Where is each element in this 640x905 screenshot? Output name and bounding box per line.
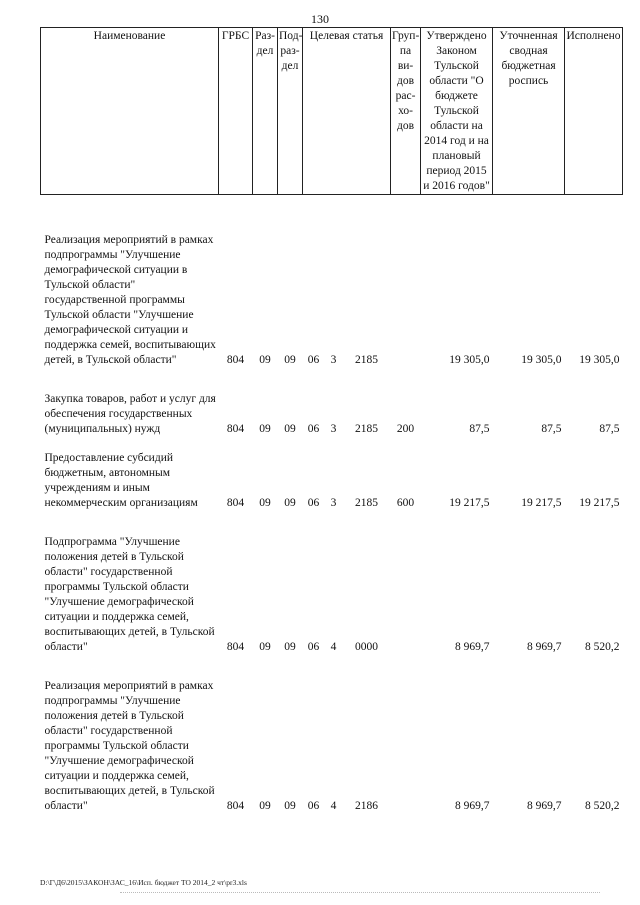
file-path: D:\Г\Д6\2015\ЗАКОН\ЗАС_16\Исп. бюджет ТО 2014_2 чт\pr3.xls [40, 878, 247, 887]
row-razdel: 09 [259, 800, 271, 812]
header-executed: Исполнено [565, 28, 623, 195]
row-grbs: 804 [226, 800, 245, 812]
row-refined: 19 305,0 [521, 354, 562, 366]
row-target-1: 06 [307, 423, 320, 435]
row-name: Подпрограмма "Улучшение положения детей в Тульской области" государственной программы Тульской области "Улучшение демографической ситуации и поддержка семей, воспитывающих детей, в Тульской области" [44, 536, 215, 653]
row-razdel: 09 [259, 641, 271, 653]
row-target-1: 06 [307, 800, 320, 812]
row-name: Реализация мероприятий в рамках подпрограммы "Улучшение положения детей в Тульской области" государственной программы Тульской области "Улучшение демографической ситуации и поддержка семей, воспитывающих детей, в Тульской области" [44, 680, 215, 812]
row-vid [391, 535, 421, 655]
row-target-2: 4 [330, 800, 337, 812]
header-grbs: ГРБС [219, 28, 253, 195]
row-vid [391, 679, 421, 814]
row-refined: 8 969,7 [527, 800, 562, 812]
row-target-3: 2185 [355, 423, 379, 435]
row-target-2: 3 [330, 423, 337, 435]
row-executed: 8 520,2 [585, 800, 620, 812]
header-podrazdel: Под-раз-дел [278, 28, 303, 195]
row-razdel: 09 [259, 497, 271, 509]
budget-table [40, 27, 623, 814]
row-executed: 8 520,2 [585, 641, 620, 653]
row-razdel: 09 [259, 423, 271, 435]
row-refined: 19 217,5 [521, 497, 562, 509]
row-target-3: 2185 [355, 497, 379, 509]
table-row [41, 233, 623, 368]
row-vid [391, 233, 421, 368]
row-approved: 8 969,7 [455, 800, 490, 812]
row-grbs: 804 [226, 354, 245, 366]
row-executed: 19 305,0 [579, 354, 620, 366]
row-target-1: 06 [307, 497, 320, 509]
row-grbs: 804 [226, 641, 245, 653]
row-podrazdel: 09 [284, 497, 296, 509]
row-name: Предоставление субсидий бюджетным, автономным учреждениям и иным некоммерческим организациям [44, 452, 198, 509]
row-target-3: 2185 [355, 354, 379, 366]
table-row [41, 392, 623, 437]
table-row [41, 679, 623, 814]
header-target: Целевая статья [303, 28, 391, 195]
row-approved: 8 969,7 [455, 641, 490, 653]
row-executed: 87,5 [599, 423, 620, 435]
row-podrazdel: 09 [284, 423, 296, 435]
header-name: Наименование [41, 28, 219, 195]
row-vid: 200 [396, 423, 415, 435]
row-refined: 8 969,7 [527, 641, 562, 653]
footer-divider [120, 892, 600, 893]
row-name: Закупка товаров, работ и услуг для обеспечения государственных (муниципальных) нужд [44, 393, 216, 435]
row-grbs: 804 [226, 497, 245, 509]
row-target-3: 0000 [355, 641, 379, 653]
row-approved: 19 305,0 [449, 354, 490, 366]
row-approved: 19 217,5 [449, 497, 490, 509]
row-refined: 87,5 [541, 423, 562, 435]
row-podrazdel: 09 [284, 800, 296, 812]
table-row [41, 535, 623, 655]
row-executed: 19 217,5 [579, 497, 620, 509]
header-vid: Груп-па ви-дов рас-хо-дов [391, 28, 421, 195]
row-vid: 600 [396, 497, 415, 509]
row-target-2: 3 [330, 497, 337, 509]
row-podrazdel: 09 [284, 354, 296, 366]
header-approved: Утверждено Законом Тульской области "О бюджете Тульской области на 2014 год и на плановый период 2015 и 2016 годов" [421, 28, 493, 195]
row-target-1: 06 [307, 641, 320, 653]
row-razdel: 09 [259, 354, 271, 366]
header-refined: Уточненная сводная бюджетная роспись [493, 28, 565, 195]
row-target-3: 2186 [355, 800, 379, 812]
row-approved: 87,5 [469, 423, 490, 435]
row-target-1: 06 [307, 354, 320, 366]
page-number: 130 [311, 12, 329, 26]
header-row [41, 28, 623, 195]
row-grbs: 804 [226, 423, 245, 435]
header-razdel: Раз-дел [253, 28, 278, 195]
row-name: Реализация мероприятий в рамках подпрограммы "Улучшение демографической ситуации в Тульской области" государственной программы Тульской области "Улучшение демографической ситуации и поддержка семей, воспитывающих детей, в Тульской области" [44, 234, 216, 366]
row-target-2: 3 [330, 354, 337, 366]
row-podrazdel: 09 [284, 641, 296, 653]
row-target-2: 4 [330, 641, 337, 653]
table-row [41, 451, 623, 511]
